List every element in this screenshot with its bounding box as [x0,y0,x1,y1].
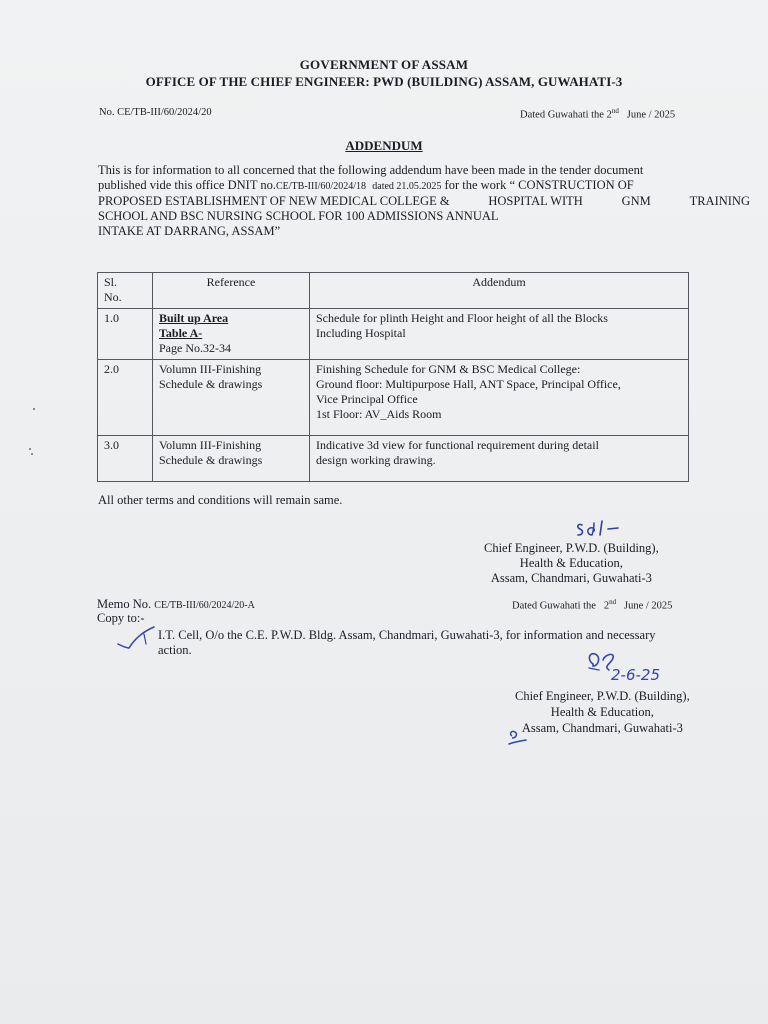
header-addendum: Addendum [310,273,689,309]
addendum-line: Finishing Schedule for GNM & BSC Medical College: [316,362,581,376]
copy-to-item [158,628,656,658]
table-row [98,309,689,360]
handwritten-initial-mark [506,726,530,748]
row-sl: 3.0 [98,436,153,482]
signature-address: Assam, Chandmari, Guwahati-3 [490,571,652,585]
intro-line-3 [98,194,750,209]
copy-to-label: Copy to:- [97,611,145,625]
reference-number: No. CE/TB-III/60/2024/20 [99,107,212,118]
row-sl: 1.0 [98,309,153,360]
signature-block-2 [515,688,690,736]
row-addendum [310,436,689,482]
signature-department: Health & Education, [550,705,654,719]
intro-line-3-b: HOSPITAL WITH [488,194,583,208]
intro-line-3-d: TRAINING [689,194,750,208]
intro-dnit-date: dated 21.05.2025 [372,181,442,192]
row-reference [153,309,310,360]
table-header-row [98,273,689,309]
signature-title: Chief Engineer, P.W.D. (Building), [484,541,659,555]
terms-statement: All other terms and conditions will remain same. [98,493,343,507]
ref-table-a: Table A- [159,326,203,340]
reference-line: Volumn III-Finishing [159,362,262,376]
intro-line-1: This is for information to all concerned that the following addendum have been made in the tender document [98,163,644,177]
intro-line-3-c: GNM [621,194,651,208]
intro-paragraph [98,163,750,239]
addendum-line: Ground floor: Multipurpose Hall, ANT Space, Principal Office, [316,377,621,391]
signature-department: Health & Education, [519,556,623,570]
intro-line-4: SCHOOL AND BSC NURSING SCHOOL FOR 100 ADMISSIONS ANNUAL [98,209,499,223]
addendum-line: 1st Floor: AV_Aids Room [316,407,442,421]
scan-speck [29,448,31,450]
table-row [98,360,689,436]
signature-sd-mark [574,517,624,539]
addendum-table [97,272,689,482]
addendum-line: Indicative 3d view for functional requirement during detail [316,438,599,452]
memo-date-prefix: Dated Guwahati the [512,600,596,612]
intro-dnit-number: CE/TB-III/60/2024/18 [276,181,366,192]
signature-block-1 [484,541,659,586]
row-addendum [310,360,689,436]
copy-to-item-line: action. [158,643,192,657]
row-sl: 2.0 [98,360,153,436]
reference-line: Schedule & drawings [159,377,263,391]
reference-line: Volumn III-Finishing [159,438,262,452]
ref-page-no: Page No.32-34 [159,341,231,355]
row-reference [153,436,310,482]
signature-title: Chief Engineer, P.W.D. (Building), [515,689,690,703]
reference-line: Schedule & drawings [159,453,263,467]
header-no: No. [104,290,122,304]
row-addendum [310,309,689,360]
document-heading: ADDENDUM [345,138,423,153]
memo-date-day: 2 [603,600,610,612]
copy-to-item-line: I.T. Cell, O/o the C.E. P.W.D. Bldg. Assam, Chandmari, Guwahati-3, for information and necessary [158,628,656,642]
header-office: OFFICE OF THE CHIEF ENGINEER: PWD (BUILDING) ASSAM, GUWAHATI-3 [145,74,623,89]
date-suffix-sup: nd [611,107,619,115]
scan-speck [31,453,33,455]
intro-dnit-text: published vide this office DNIT no. [98,178,276,192]
addendum-line: Vice Principal Office [316,392,418,406]
table-row [98,436,689,482]
header-government: GOVERNMENT OF ASSAM [299,57,469,72]
header-sl: Sl. [104,275,118,289]
memo-date-sup: nd [609,598,617,606]
addendum-line: Including Hospital [316,326,406,340]
memo-date [512,598,672,612]
intro-work-text: for the work “ CONSTRUCTION OF [444,178,634,192]
intro-line-3-a: PROPOSED ESTABLISHMENT OF NEW MEDICAL COLLEGE & [98,194,450,208]
handwritten-initials-date [585,644,695,690]
tick-mark-icon [116,624,160,652]
signature-address: Assam, Chandmari, Guwahati-3 [521,721,683,735]
memo-number-value: CE/TB-III/60/2024/20-A [154,600,255,611]
memo-label: Memo No. [97,597,152,611]
intro-line-5: INTAKE AT DARRANG, ASSAM” [98,224,281,238]
scan-speck [33,408,35,410]
ref-built-up-area: Built up Area [159,311,229,325]
row-reference [153,360,310,436]
reference-date [520,107,675,121]
intro-line-2 [98,178,750,194]
header-reference: Reference [153,273,310,309]
memo-number [97,597,255,612]
date-month-year: June / 2025 [626,109,676,121]
handwritten-date-text: 2-6-25 [611,666,660,684]
addendum-line: Schedule for plinth Height and Floor height of all the Blocks [316,311,608,325]
header-sl-no [98,273,153,309]
memo-date-suffix: June / 2025 [623,600,673,612]
addendum-line: design working drawing. [316,453,436,467]
date-prefix: Dated Guwahati the 2 [520,109,612,121]
